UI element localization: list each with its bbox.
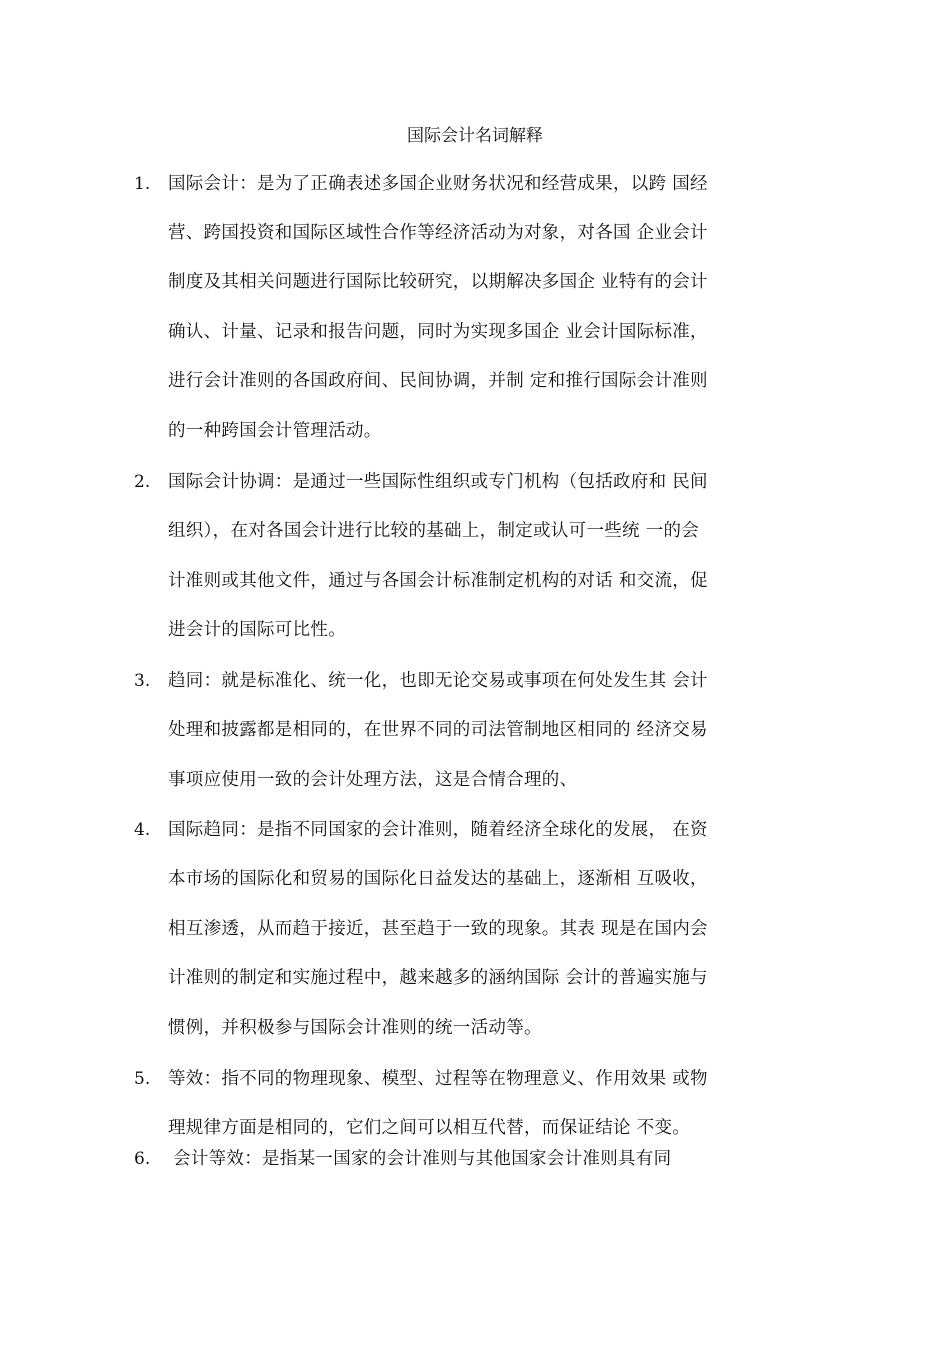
item-line: 趋同：就是标准化、统一化，也即无论交易或事项在何处发生其 会计 (168, 671, 708, 691)
item-line: 惯例，并积极参与国际会计准则的统一活动等。 (168, 1018, 542, 1038)
item-number: 3. (134, 671, 151, 691)
item-number: 5. (134, 1069, 151, 1089)
item-line: 等效：指不同的物理现象、模型、过程等在物理意义、作用效果 或物 (168, 1069, 708, 1089)
item-line: 计准则的制定和实施过程中，越来越多的涵纳国际 会计的普遍实施与 (168, 968, 708, 988)
item-number: 4. (134, 820, 151, 840)
item-number: 6. (134, 1149, 151, 1169)
item-line: 国际会计协调：是通过一些国际性组织或专门机构（包括政府和 民间 (168, 472, 708, 492)
item-line: 相互渗透，从而趋于接近，甚至趋于一致的现象。其表 现是在国内会 (168, 919, 708, 939)
item-line: 计准则或其他文件，通过与各国会计标准制定机构的对话 和交流，促 (168, 571, 708, 591)
item-line: 确认、计量、记录和报告问题，同时为实现多国企 业会计国际标准， (168, 322, 708, 342)
item-line: 处理和披露都是相同的，在世界不同的司法管制地区相同的 经济交易 (168, 720, 708, 740)
item-line: 本市场的国际化和贸易的国际化日益发达的基础上，逐渐相 互吸收， (168, 869, 708, 889)
item-line: 制度及其相关问题进行国际比较研究，以期解决多国企 业特有的会计 (168, 272, 708, 292)
item-line: 事项应使用一致的会计处理方法，这是合情合理的、 (168, 770, 578, 790)
item-line: 进会计的国际可比性。 (168, 620, 346, 640)
item-line: 国际会计：是为了正确表述多国企业财务状况和经营成果，以跨 国经 (168, 174, 708, 194)
item-number: 1. (134, 174, 151, 194)
item-line: 组织），在对各国会计进行比较的基础上，制定或认可一些统 一的会 (168, 521, 700, 541)
item-line: 的一种跨国会计管理活动。 (168, 421, 382, 441)
item-line: 进行会计准则的各国政府间、民间协调，并制 定和推行国际会计准则 (168, 371, 708, 391)
item-number: 2. (134, 472, 151, 492)
item-line: 国际趋同：是指不同国家的会计准则，随着经济全球化的发展， 在资 (168, 820, 708, 840)
document-title: 国际会计名词解释 (407, 126, 543, 146)
item-line: 营、跨国投资和国际区域性合作等经济活动为对象，对各国 企业会计 (168, 223, 708, 243)
item-line: 理规律方面是相同的，它们之间可以相互代替，而保证结论 不变。 (168, 1118, 691, 1138)
item-line: 会计等效：是指某一国家的会计准则与其他国家会计准则具有同 (173, 1149, 672, 1169)
